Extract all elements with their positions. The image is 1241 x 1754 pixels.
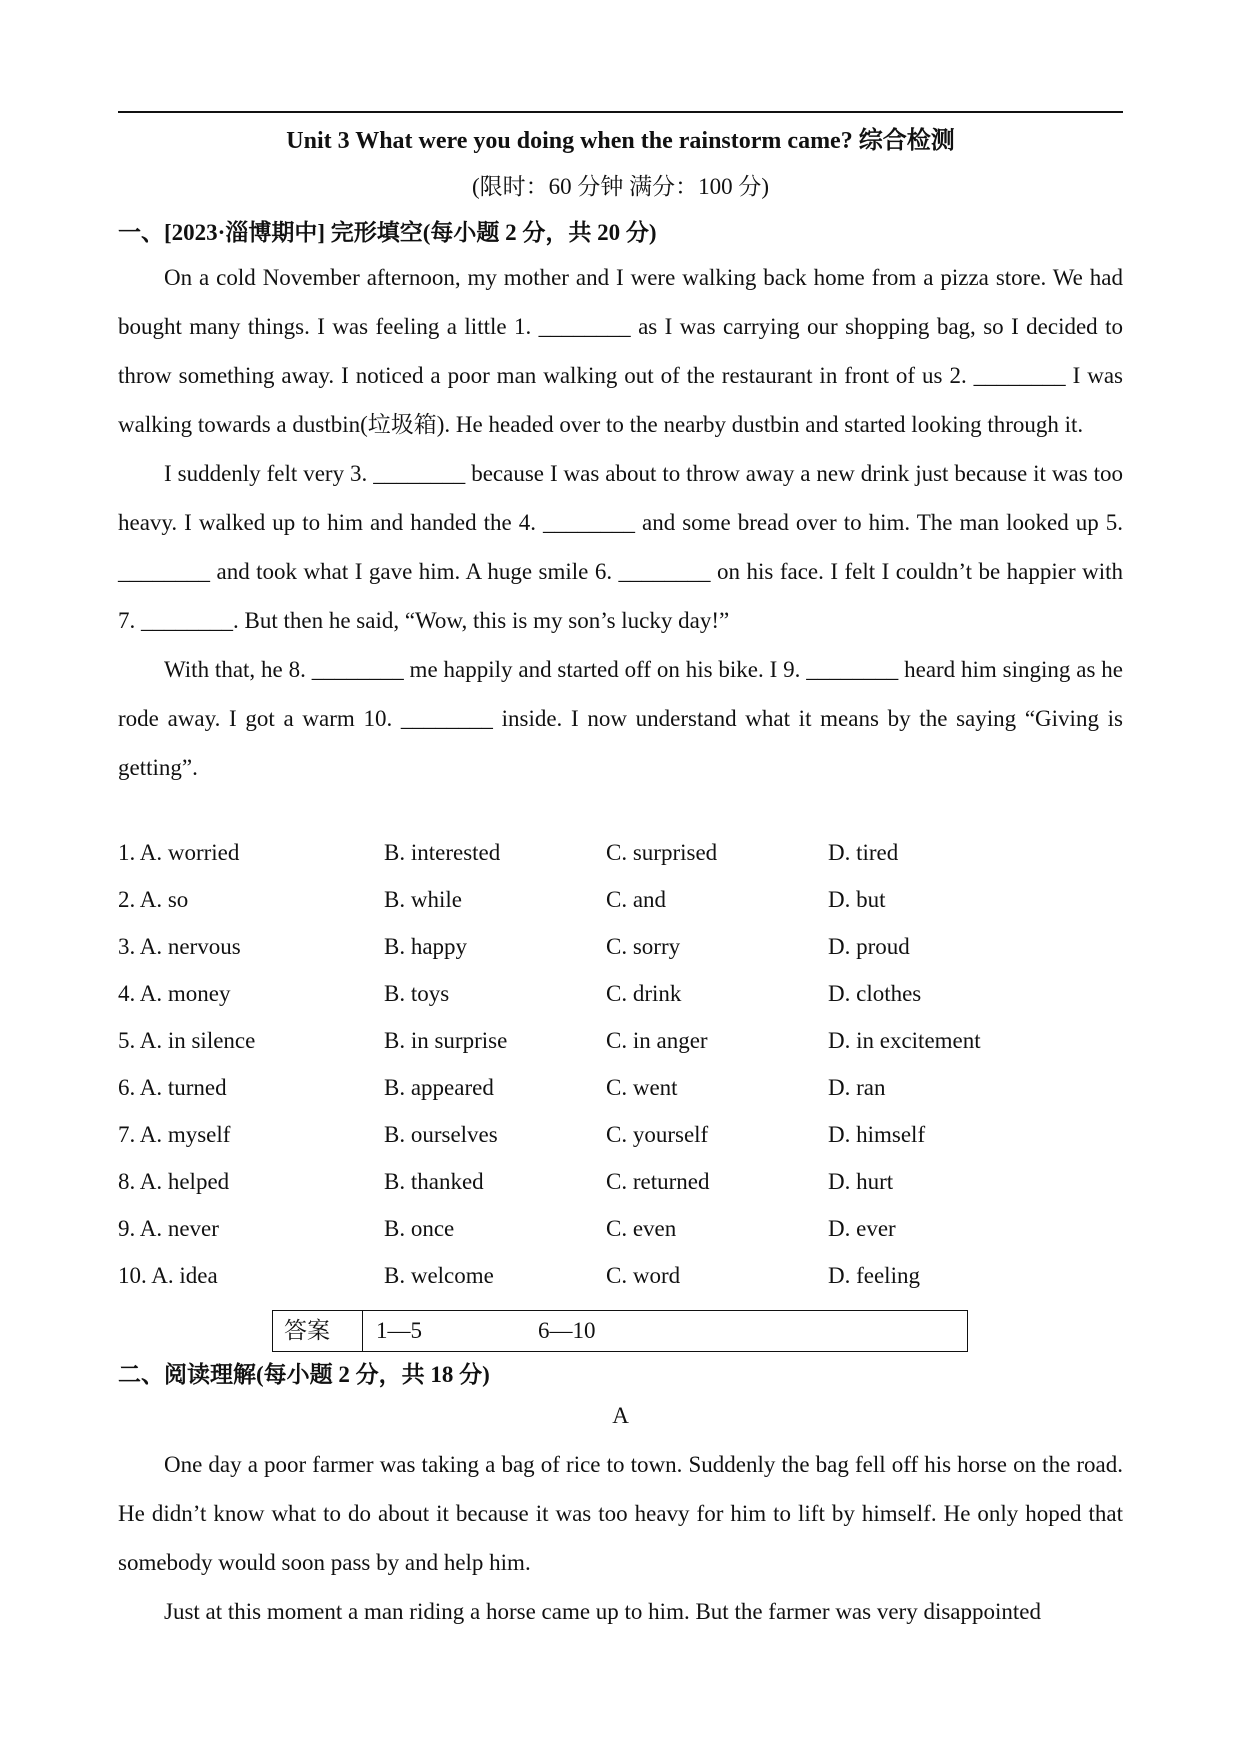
passage-paragraph: One day a poor farmer was taking a bag of rice to town. Suddenly the bag fell off his horse on the road. He didn’t know what to do about it because it was too heavy for him to lift by himself. He only hoped that somebody would soon pass by and help him. [118,1452,1123,1575]
answer-table [272,1310,968,1352]
option-choice: D. himself [828,1122,926,1147]
top-rule [118,111,1123,113]
option-row [118,1169,1123,1216]
option-choice: C. even [606,1216,677,1241]
cloze-passage [118,253,1123,792]
option-choice: B. happy [384,934,468,959]
answer-range-2: 6—10 [538,1318,596,1343]
answer-range-1: 1—5 [376,1318,422,1343]
passage-label: A [612,1403,629,1428]
option-choice: B. ourselves [384,1122,498,1147]
option-choice: 3. A. nervous [118,934,241,959]
option-choice: B. in surprise [384,1028,508,1053]
document-subtitle: (限时：60 分钟 满分：100 分) [471,174,770,199]
option-choice: 2. A. so [118,887,189,912]
option-choice: 10. A. idea [118,1263,218,1288]
option-row [118,840,1123,887]
option-choice: D. ever [828,1216,896,1241]
document-title: Unit 3 What were you doing when the rainstorm came? 综合检测 [286,128,955,154]
option-row [118,1122,1123,1169]
answer-label: 答案 [273,1311,363,1351]
option-choice: C. returned [606,1169,710,1194]
option-choice: B. once [384,1216,455,1241]
option-choice: 4. A. money [118,981,231,1006]
option-row [118,1263,1123,1310]
option-row [118,1075,1123,1122]
option-choice: D. proud [828,934,910,959]
option-choice: D. hurt [828,1169,894,1194]
option-choice: C. sorry [606,934,681,959]
option-choice: 9. A. never [118,1216,219,1241]
option-row [118,887,1123,934]
option-choice: 1. A. worried [118,840,240,865]
option-row [118,1028,1123,1075]
option-choice: B. interested [384,840,501,865]
reading-passage [118,1440,1123,1636]
option-row [118,934,1123,981]
passage-paragraph: With that, he 8. ________ me happily and started off on his bike. I 9. ________ heard him singing as he rode away. I got a warm 10. ________ inside. I now understand what it means by the saying “Giving is getting”. [118,657,1123,780]
option-list [118,840,1123,1310]
option-choice: B. toys [384,981,450,1006]
option-choice: D. tired [828,840,899,865]
passage-paragraph: Just at this moment a man riding a horse came up to him. But the farmer was very disappointed [164,1599,1041,1624]
option-choice: C. surprised [606,840,718,865]
option-row [118,1216,1123,1263]
passage-paragraph: I suddenly felt very 3. ________ because I was about to throw away a new drink just because it was too heavy. I walked up to him and handed the 4. ________ and some bread over to him. The man looked up 5. ________ and took what I gave him. A huge smile 6. ________ on his face. I felt I couldn’t be happier with 7. ________. But then he said, “Wow, this is my son’s lucky day!” [118,461,1123,633]
option-choice: B. appeared [384,1075,494,1100]
option-choice: C. in anger [606,1028,708,1053]
section2-heading: 二、阅读理解(每小题 2 分，共 18 分) [118,1362,490,1387]
option-choice: 6. A. turned [118,1075,227,1100]
option-row [118,981,1123,1028]
option-choice: B. welcome [384,1263,494,1288]
option-choice: D. ran [828,1075,886,1100]
passage-paragraph: On a cold November afternoon, my mother and I were walking back home from a pizza store. We had bought many things. I was feeling a little 1. ________ as I was carrying our shopping bag, so I decided to throw something away. I noticed a poor man walking out of the restaurant in front of us 2. ________ I was walking towards a dustbin(垃圾箱). He headed over to the nearby dustbin and started looking through it. [118,265,1123,437]
option-choice: C. and [606,887,667,912]
option-choice: B. thanked [384,1169,484,1194]
option-choice: C. yourself [606,1122,709,1147]
option-choice: C. word [606,1263,681,1288]
option-choice: D. clothes [828,981,922,1006]
option-choice: 8. A. helped [118,1169,230,1194]
option-choice: 5. A. in silence [118,1028,256,1053]
option-choice: D. but [828,887,886,912]
option-choice: C. went [606,1075,678,1100]
option-choice: D. in excitement [828,1028,981,1053]
option-choice: B. while [384,887,462,912]
option-choice: C. drink [606,981,682,1006]
option-choice: 7. A. myself [118,1122,231,1147]
section1-heading: 一、[2023·淄博期中] 完形填空(每小题 2 分，共 20 分) [118,220,657,245]
option-choice: D. feeling [828,1263,920,1288]
